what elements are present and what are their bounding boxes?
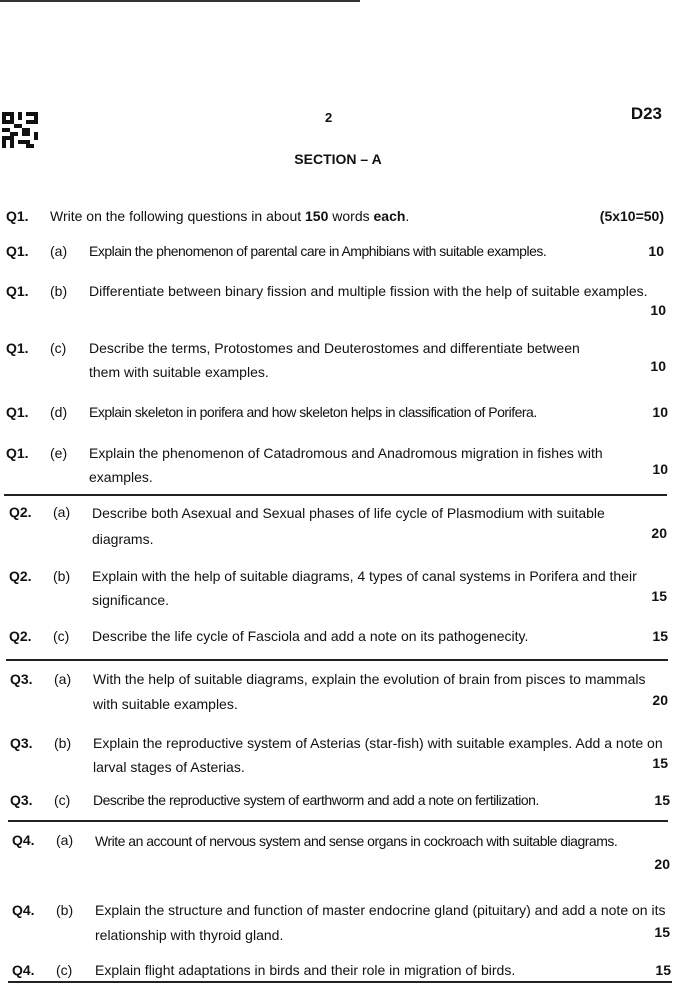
question-part: (a) [56,832,74,848]
question-marks: 10 [652,404,668,420]
question-number: Q1. [6,404,29,420]
question-number: Q1. [6,208,29,224]
section-title: SECTION – A [294,151,382,167]
question-part: (b) [54,735,72,751]
question-marks: 20 [654,856,670,872]
question-part: (b) [56,902,74,918]
question-number: Q4. [12,902,35,918]
question-text: Describe the life cycle of Fasciola and add a note on its pathogenecity. [92,628,529,644]
marks-total: (5x10=50) [599,208,664,224]
question-text: Explain flight adaptations in birds and their role in migration of birds. [95,962,516,978]
question-marks: 20 [651,525,667,541]
question-number: Q4. [12,832,35,848]
question-text: Explain the phenomenon of Catadromous and Anadromous migration in fishes with examples. [89,445,603,485]
question-number: Q3. [10,671,33,687]
question-marks: 15 [654,792,670,808]
question-part: (a) [53,504,71,520]
question-number: Q2. [9,628,32,644]
question-text: Explain skeleton in porifera and how skeleton helps in classification of Porifera. [89,404,537,420]
question-text: Explain the structure and function of master endocrine gland (pituitary) and add a note on its relationship with thyroid gland. [95,902,666,943]
divider [8,820,668,822]
question-part: (a) [54,671,72,687]
question-number: Q2. [9,568,32,584]
question-part: (e) [50,445,68,461]
question-marks: 15 [654,924,670,940]
question-marks: 10 [648,243,664,259]
question-part: (b) [50,283,68,299]
question-marks: 15 [655,962,671,978]
question-number: Q3. [10,792,33,808]
question-text: Describe the terms, Protostomes and Deuterostomes and differentiate between them with suitable examples. [89,340,580,380]
question-number: Q1. [6,243,29,259]
question-part: (c) [50,340,67,356]
divider [6,659,668,661]
page-number: 2 [325,110,333,125]
question-marks: 10 [650,358,666,374]
question-marks: 15 [652,628,668,644]
question-text: Describe the reproductive system of earthworm and add a note on fertilization. [93,792,539,808]
question-text: Explain with the help of suitable diagrams, 4 types of canal systems in Porifera and their significance. [92,568,637,608]
question-part: (c) [54,792,71,808]
question-text: Explain the reproductive system of Asterias (star-fish) with suitable examples. Add a note on larval stages of Asterias. [93,735,663,775]
question-text: Differentiate between binary fission and multiple fission with the help of suitable examples. [89,283,648,299]
question-number: Q2. [9,504,32,520]
question-marks: 20 [652,692,668,708]
question-part: (d) [50,404,68,420]
question-marks: 15 [651,588,667,604]
question-part: (c) [53,628,70,644]
question-marks: 15 [652,755,668,771]
question-part: (a) [50,243,68,259]
question-text: Describe both Asexual and Sexual phases of life cycle of Plasmodium with suitable diagrams. [92,505,605,547]
question-number: Q1. [6,283,29,299]
qr-code [2,112,38,148]
paper-code: D23 [630,104,662,123]
question-text: With the help of suitable diagrams, explain the evolution of brain from pisces to mammals with suitable examples. [93,671,646,712]
question-marks: 10 [652,461,668,477]
instruction-text: Write on the following questions in about 150 words each. [50,208,410,224]
question-text: Write an account of nervous system and sense organs in cockroach with suitable diagrams. [95,833,618,849]
question-number: Q1. [6,340,29,356]
question-text: Explain the phenomenon of parental care in Amphibians with suitable examples. [89,243,547,259]
question-number: Q3. [10,735,33,751]
divider [8,981,672,983]
question-part: (b) [53,568,71,584]
divider [4,494,667,496]
top-rule [0,0,360,2]
question-marks: 10 [650,302,666,318]
question-part: (c) [56,962,73,978]
question-number: Q4. [12,962,35,978]
question-number: Q1. [6,445,29,461]
